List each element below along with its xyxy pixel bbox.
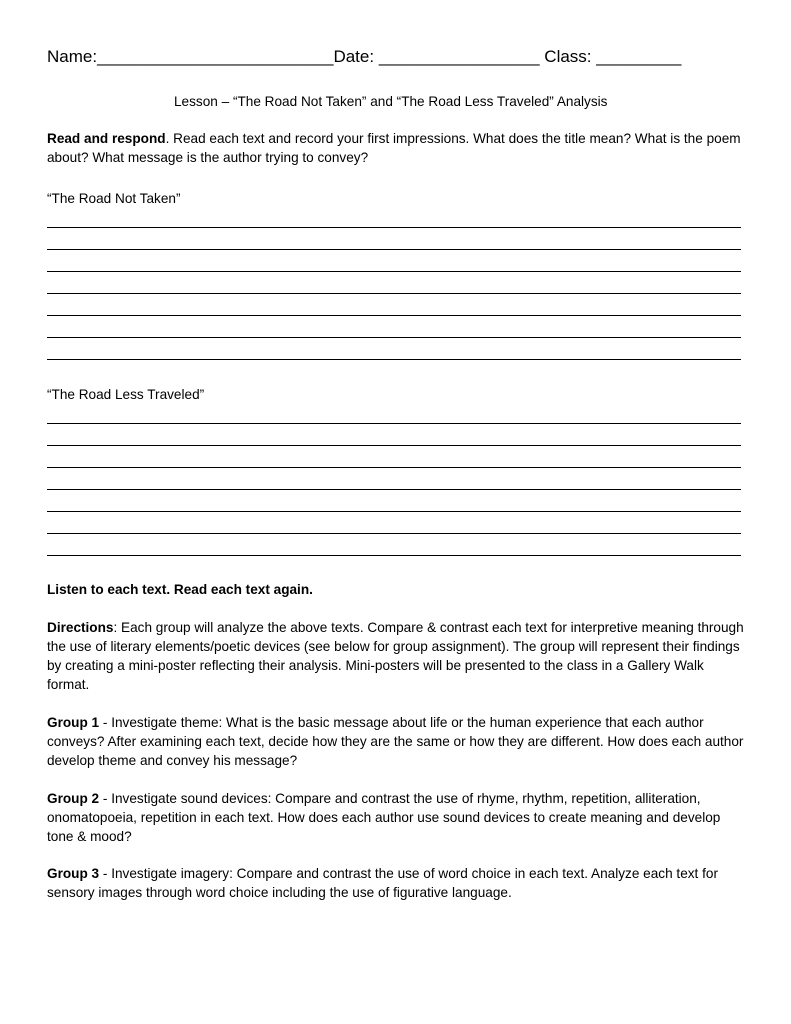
class-blank: _________ bbox=[596, 47, 682, 66]
group-2-text: - Investigate sound devices: Compare and contrast the use of rhyme, rhythm, repetition, alliteration, onomatopoeia, repetition in each text. How does each author use sound devices to create meaning and develop tone & mood? bbox=[47, 791, 721, 844]
answer-line bbox=[47, 490, 741, 512]
poem-heading-road-not-taken: “The Road Not Taken” bbox=[47, 191, 181, 206]
date-label: Date: bbox=[333, 47, 375, 66]
read-respond-text: . Read each text and record your first impressions. What does the title mean? What is the poem about? What message is the author trying to convey? bbox=[47, 131, 741, 165]
poem-heading-road-less-traveled: “The Road Less Traveled” bbox=[47, 387, 205, 402]
header-fields bbox=[47, 47, 681, 66]
answer-line bbox=[47, 468, 741, 490]
group-3-text: - Investigate imagery: Compare and contrast the use of word choice in each text. Analyze each text for sensory images through word choice including the use of figurative language. bbox=[47, 866, 718, 900]
read-respond-paragraph bbox=[47, 129, 747, 167]
answer-lines-road-not-taken bbox=[47, 206, 741, 360]
date-blank: _________________ bbox=[378, 47, 540, 66]
directions-text: : Each group will analyze the above texts. Compare & contrast each text for interpretive meaning through the use of literary elements/poetic devices (see below for group assignment). The group will represent their findings by creating a mini-poster reflecting their analysis. Mini-posters will be presented to the class in a Gallery Walk format. bbox=[47, 620, 744, 692]
group-3-paragraph bbox=[47, 864, 747, 902]
answer-line bbox=[47, 512, 741, 534]
answer-line bbox=[47, 338, 741, 360]
group-2-paragraph bbox=[47, 789, 747, 846]
answer-line bbox=[47, 228, 741, 250]
group-1-text: - Investigate theme: What is the basic message about life or the human experience that each author conveys? After examining each text, decide how they are the same or how they are different. How does each author develop theme and convey his message? bbox=[47, 715, 744, 768]
listen-instruction: Listen to each text. Read each text again. bbox=[47, 582, 313, 597]
directions-paragraph bbox=[47, 618, 747, 694]
lesson-subtitle: Lesson – “The Road Not Taken” and “The Road Less Traveled” Analysis bbox=[174, 94, 608, 109]
directions-lead: Directions bbox=[47, 620, 114, 635]
answer-line bbox=[47, 316, 741, 338]
group-1-label: Group 1 bbox=[47, 715, 100, 730]
answer-line bbox=[47, 250, 741, 272]
answer-line bbox=[47, 424, 741, 446]
group-1-paragraph bbox=[47, 713, 747, 770]
answer-line bbox=[47, 206, 741, 228]
name-blank: _________________________ bbox=[97, 47, 334, 66]
answer-line bbox=[47, 402, 741, 424]
answer-line bbox=[47, 294, 741, 316]
answer-line bbox=[47, 446, 741, 468]
answer-line bbox=[47, 272, 741, 294]
read-respond-lead: Read and respond bbox=[47, 131, 166, 146]
answer-lines-road-less-traveled bbox=[47, 402, 741, 556]
answer-line bbox=[47, 534, 741, 556]
name-label: Name: bbox=[47, 47, 98, 66]
group-3-label: Group 3 bbox=[47, 866, 100, 881]
class-label: Class: bbox=[544, 47, 592, 66]
group-2-label: Group 2 bbox=[47, 791, 100, 806]
